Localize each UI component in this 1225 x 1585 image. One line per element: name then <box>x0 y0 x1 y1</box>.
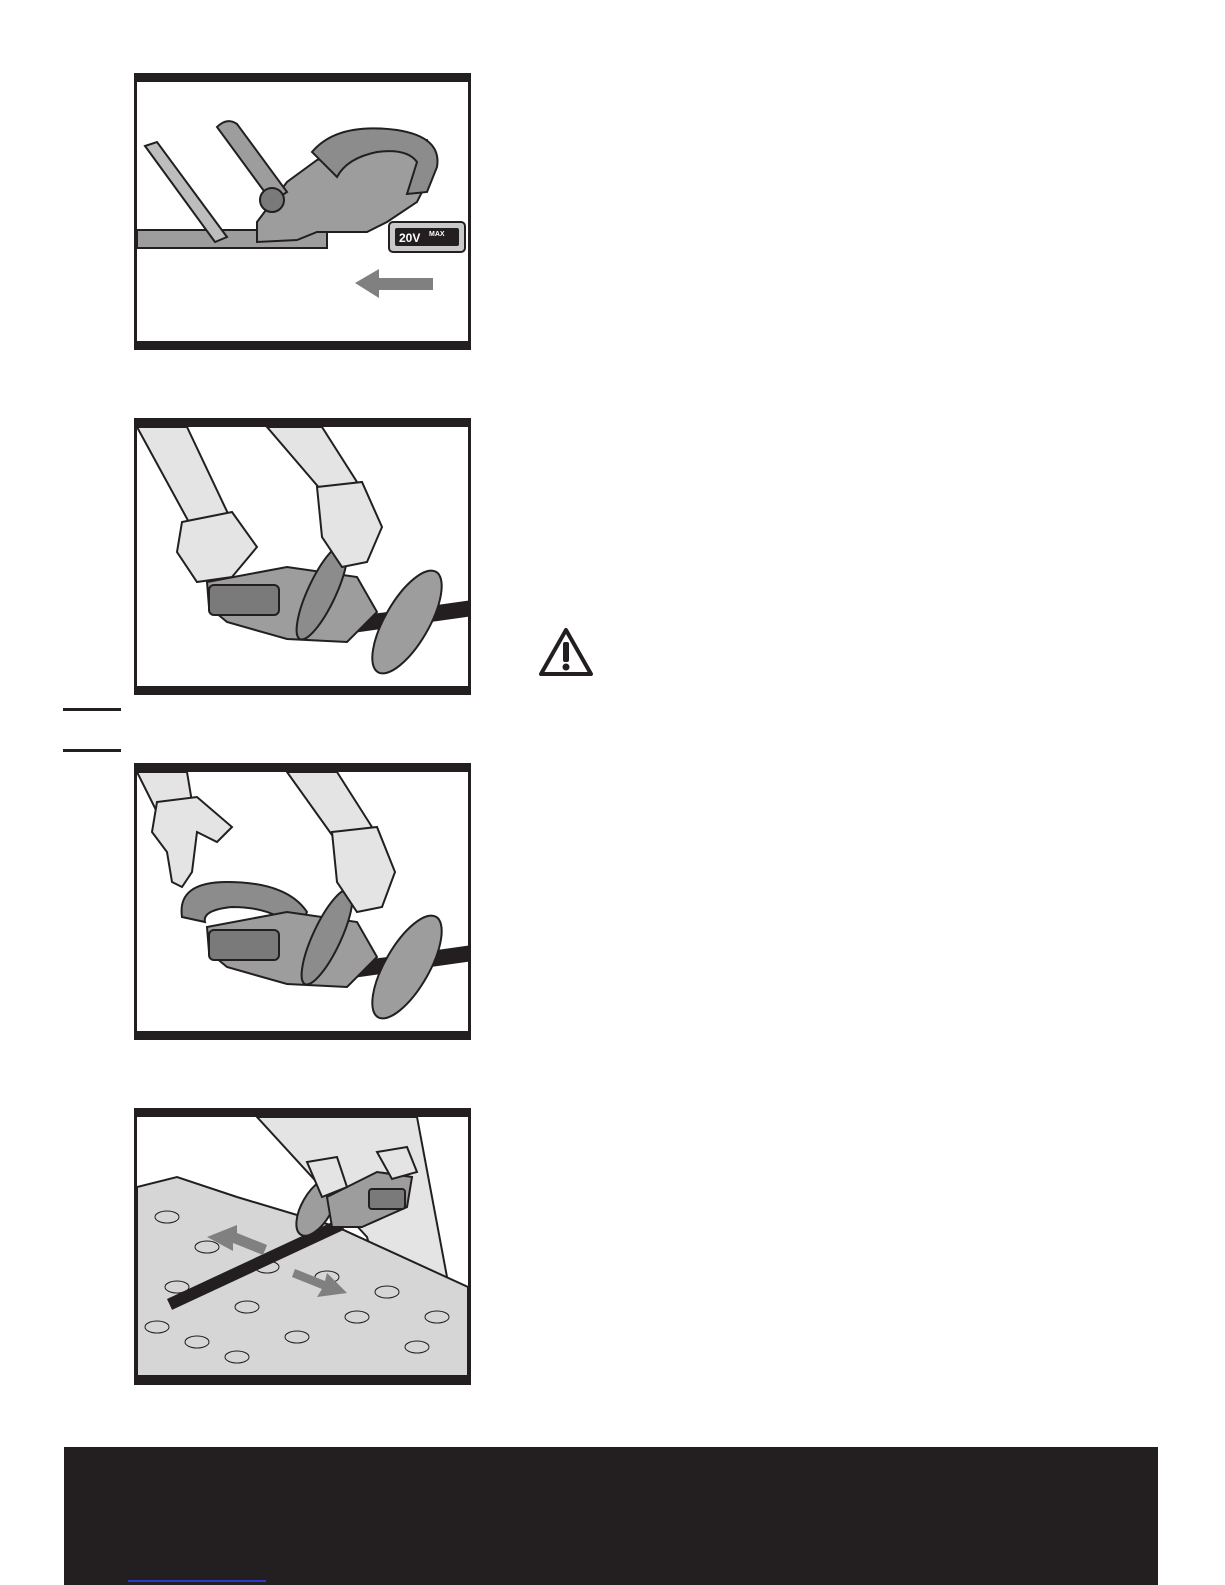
figure-battery-insertion <box>134 73 471 350</box>
figure-hedge-trimming <box>134 1108 471 1385</box>
figure-release-handle <box>134 763 471 1040</box>
battery-pack <box>389 222 465 252</box>
footer-link-underline <box>128 1580 266 1582</box>
release-handle-illustration <box>137 772 468 1031</box>
side-rule-top <box>63 708 121 711</box>
warning-triangle-icon <box>538 627 594 677</box>
trimmer-battery-illustration <box>137 82 468 341</box>
footer-bar <box>64 1447 1158 1585</box>
battery-sublabel: MAX <box>429 231 445 238</box>
figure-two-hand-grip <box>134 418 471 695</box>
hedge-trimming-illustration <box>137 1117 468 1376</box>
battery-label: 20V <box>399 231 421 245</box>
side-rule-bottom <box>63 749 121 752</box>
left-arrow-icon <box>355 269 433 298</box>
two-hand-grip-illustration <box>137 427 468 686</box>
